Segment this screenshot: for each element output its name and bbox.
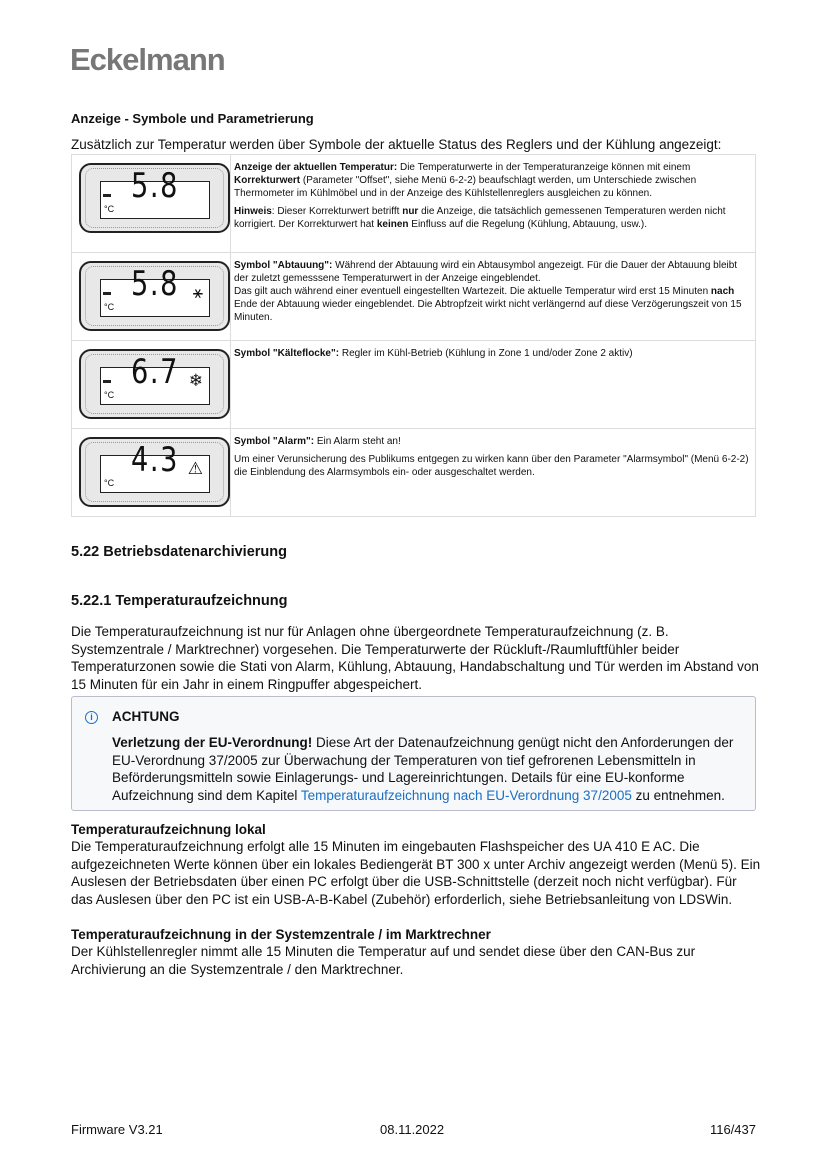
- display-image: °C 4.3 ⚠: [79, 437, 230, 507]
- info-icon: i: [85, 711, 98, 724]
- table-row: °C 4.3 ⚠ Symbol "Alarm": Ein Alarm steht an! Um einer Verunsicherung des Publikums entgegen zu wirken kann über den Parameter "Alarmsymbol" (Menü 6-2-2) die Einblendung des Alarmsymbols ein- oder ausgeschaltet werden.: [72, 429, 756, 517]
- symbol-table: [71, 154, 756, 517]
- display-image: °C 5.8: [79, 163, 230, 233]
- display-image: °C 6.7 ❄: [79, 349, 230, 419]
- local-title: Temperaturaufzeichnung lokal: [71, 822, 266, 837]
- warning-title: ACHTUNG: [112, 709, 180, 724]
- snowflake-icon: ❄: [188, 371, 203, 390]
- warning-text: Verletzung der EU-Verordnung! Diese Art der Datenaufzeichnung genügt nicht den Anforderungen der EU-Verordnung 37/2005 zur Überwachung der Temperaturen von tief gefrorenen Lebensmitteln in Beförderungsmitteln sowie Einlagerungs- und Lagereinrichtungen. Details für eine EU-konforme Aufzeichnung sind dem Kapitel Temperaturaufzeichnung nach EU-Verordnung 37/2005 zu entnehmen.: [112, 735, 734, 803]
- logo: Eckelmann: [70, 42, 225, 77]
- defrost-icon: ⚹: [192, 283, 203, 302]
- footer-date: 08.11.2022: [380, 1122, 445, 1137]
- paragraph: Die Temperaturaufzeichnung ist nur für Anlagen ohne übergeordnete Temperaturaufzeichnung (z. B. Systemzentrale / Marktrechner) vorgesehen. Die Temperaturwerte der Rückluft-/Raumluftfühler beider Temperaturzonen sowie die Stati von Alarm, Kühlung, Abtauung, Handabschaltung und Tür werden im Abstand von 15 Minuten für ein Jahr in einem Ringpuffer abgespeichert.: [71, 624, 759, 692]
- alarm-icon: ⚠: [187, 459, 203, 478]
- section-heading: 5.22 Betriebsdatenarchivierung: [71, 544, 287, 560]
- central-title: Temperaturaufzeichnung in der Systemzentrale / im Marktrechner: [71, 927, 491, 942]
- local-text: Die Temperaturaufzeichnung erfolgt alle 15 Minuten im eingebauten Flashspeicher des UA 410 E AC. Die aufgezeichneten Werte können über ein lokales Bediengerät BT 300 x unter Archiv angezeigt werden (Menü 5). Ein Auslesen der Betriebsdaten über einen PC erfolgt über die USB-Schnittstelle (derzeit noch nicht verfügbar). Für das Auslesen über den PC ist ein USB-A-B-Kabel (Zubehör) erforderlich, siehe Betriebsanleitung von LDSWin.: [71, 839, 761, 907]
- heading: Anzeige - Symbole und Parametrierung: [71, 111, 314, 126]
- display-image: °C 5.8 ⚹: [79, 261, 230, 331]
- table-row: °C 5.8 Anzeige der aktuellen Temperatur: Die Temperaturwerte in der Temperaturanzeige können mit einem Korrekturwert (Parameter "Offset", siehe Menü 6-2-2) beaufschlagt werden, um Unterschiede zwischen Thermometer im Kühlmöbel und in der Anzeige des Kühlstellenreglers ausgleichen zu können. Hinweis: Dieser Korrekturwert betrifft nur die Anzeige, die tatsächlich gemessenen Temperaturen werden nicht korrigiert. Der Korrekturwert hat keinen Einfluss auf die Regelung (Kühlung, Abtauung, usw.).: [72, 155, 756, 253]
- chapter-link[interactable]: Temperaturaufzeichnung nach EU-Verordnung 37/2005: [300, 787, 632, 803]
- central-text: Der Kühlstellenregler nimmt alle 15 Minuten die Temperatur auf und sendet diese über den CAN-Bus zur Archivierung an die Systemzentrale / den Marktrechner.: [71, 944, 696, 977]
- intro-text: Zusätzlich zur Temperatur werden über Symbole der aktuelle Status des Reglers und der Kühlung angezeigt:: [71, 137, 722, 152]
- footer-firmware: Firmware V3.21: [71, 1122, 163, 1137]
- warning-box: [71, 696, 756, 811]
- footer-page: 116/437: [709, 1122, 756, 1137]
- table-row: °C 6.7 ❄ Symbol "Kälteflocke": Regler im Kühl-Betrieb (Kühlung in Zone 1 und/oder Zone 2 aktiv): [72, 341, 756, 429]
- subsection-heading: 5.22.1 Temperaturaufzeichnung: [71, 593, 288, 609]
- table-row: °C 5.8 ⚹ Symbol "Abtauung": Während der Abtauung wird ein Abtausymbol angezeigt. Für die Dauer der Abtauung bleibt der zuletzt gemesssene Temperaturwert in der Anzeige eingeblendet. Das gilt auch während einer eventuell eingestellten Wartezeit. Die aktuelle Temperatur wird erst 15 Minuten nach Ende der Abtauung wieder eingeblendet. Die Abtropfzeit wirkt nicht verlängernd auf diese Verzögerungszeit von 15 Minuten.: [72, 253, 756, 341]
